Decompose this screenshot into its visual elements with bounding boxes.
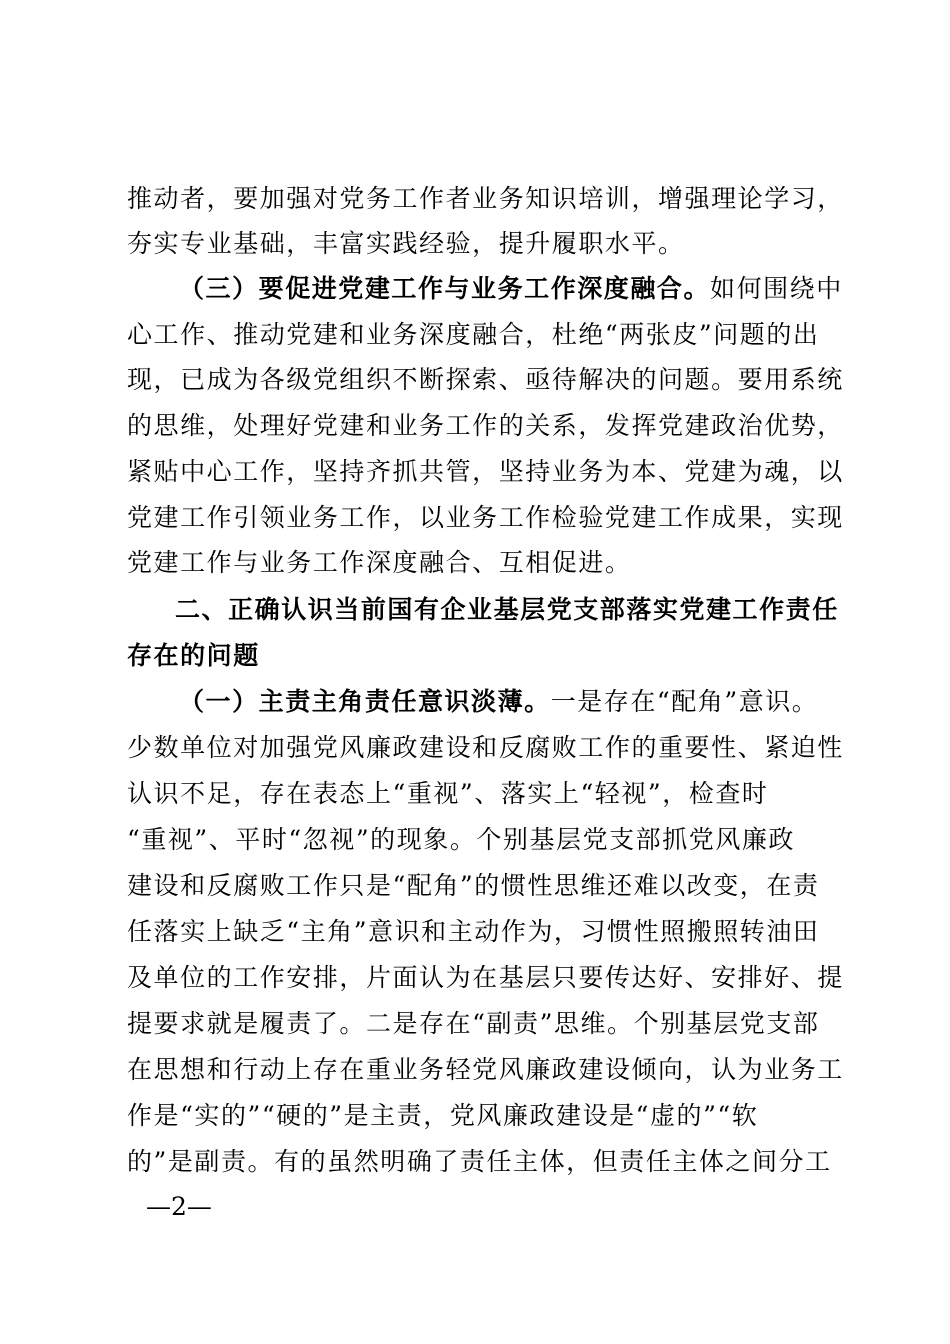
- body-text-line: 的”是副责。有的虽然明确了责任主体，但责任主体之间分工: [127, 1147, 832, 1176]
- section-heading-continued: 存在的问题: [127, 641, 260, 670]
- body-text-line: 党建工作与业务工作深度融合、互相促进。: [127, 548, 632, 577]
- body-text-line: 现，已成为各级党组织不断探索、亟待解决的问题。要用系统: [127, 365, 844, 394]
- body-text-line: 提要求就是履责了。二是存在“副责”思维。个别基层党支部: [127, 1009, 820, 1038]
- subsection-heading: （三）要促进党建工作与业务工作深度融合。: [179, 274, 711, 303]
- body-text-line: 及单位的工作安排，片面认为在基层只要传达好、安排好、提: [127, 963, 844, 992]
- body-text-line: 建设和反腐败工作只是“配角”的惯性思维还难以改变，在责: [127, 871, 820, 900]
- body-text-line: 任落实上缺乏“主角”意识和主动作为，习惯性照搬照转油田: [127, 917, 820, 946]
- body-text-line: 紧贴中心工作，坚持齐抓共管，坚持业务为本、党建为魂，以: [127, 457, 844, 486]
- section-heading: 二、正确认识当前国有企业基层党支部落实党建工作责任: [175, 595, 839, 624]
- body-text-line: 作是“实的”“硬的”是主责，党风廉政建设是“虚的”“软: [127, 1101, 759, 1130]
- body-text-line: 少数单位对加强党风廉政建设和反腐败工作的重要性、紧迫性: [127, 733, 844, 762]
- body-text: 如何围绕中: [710, 274, 843, 303]
- body-text: 一是存在“配角”意识。: [550, 687, 819, 716]
- subsection-line: [127, 271, 843, 307]
- body-text-line: 的思维，处理好党建和业务工作的关系，发挥党建政治优势，: [127, 411, 844, 440]
- body-text-line: 推动者，要加强对党务工作者业务知识培训，增强理论学习，: [127, 184, 844, 213]
- body-text-line: 认识不足，存在表态上“重视”、落实上“轻视”，检查时: [127, 779, 769, 808]
- subsection-line: [127, 684, 827, 720]
- body-text-line: 党建工作引领业务工作，以业务工作检验党建工作成果，实现: [127, 503, 844, 532]
- page-number: —2—: [146, 1192, 212, 1221]
- body-text-line: 夯实专业基础，丰富实践经验，提升履职水平。: [127, 229, 685, 258]
- subsection-heading: （一）主责主角责任意识淡薄。: [179, 687, 551, 716]
- body-text-line: 心工作、推动党建和业务深度融合，杜绝“两张皮”问题的出: [127, 320, 820, 349]
- body-text-line: 在思想和行动上存在重业务轻党风廉政建设倾向，认为业务工: [127, 1055, 844, 1084]
- body-text-line: “重视”、平时“忽视”的现象。个别基层党支部抓党风廉政: [127, 825, 795, 854]
